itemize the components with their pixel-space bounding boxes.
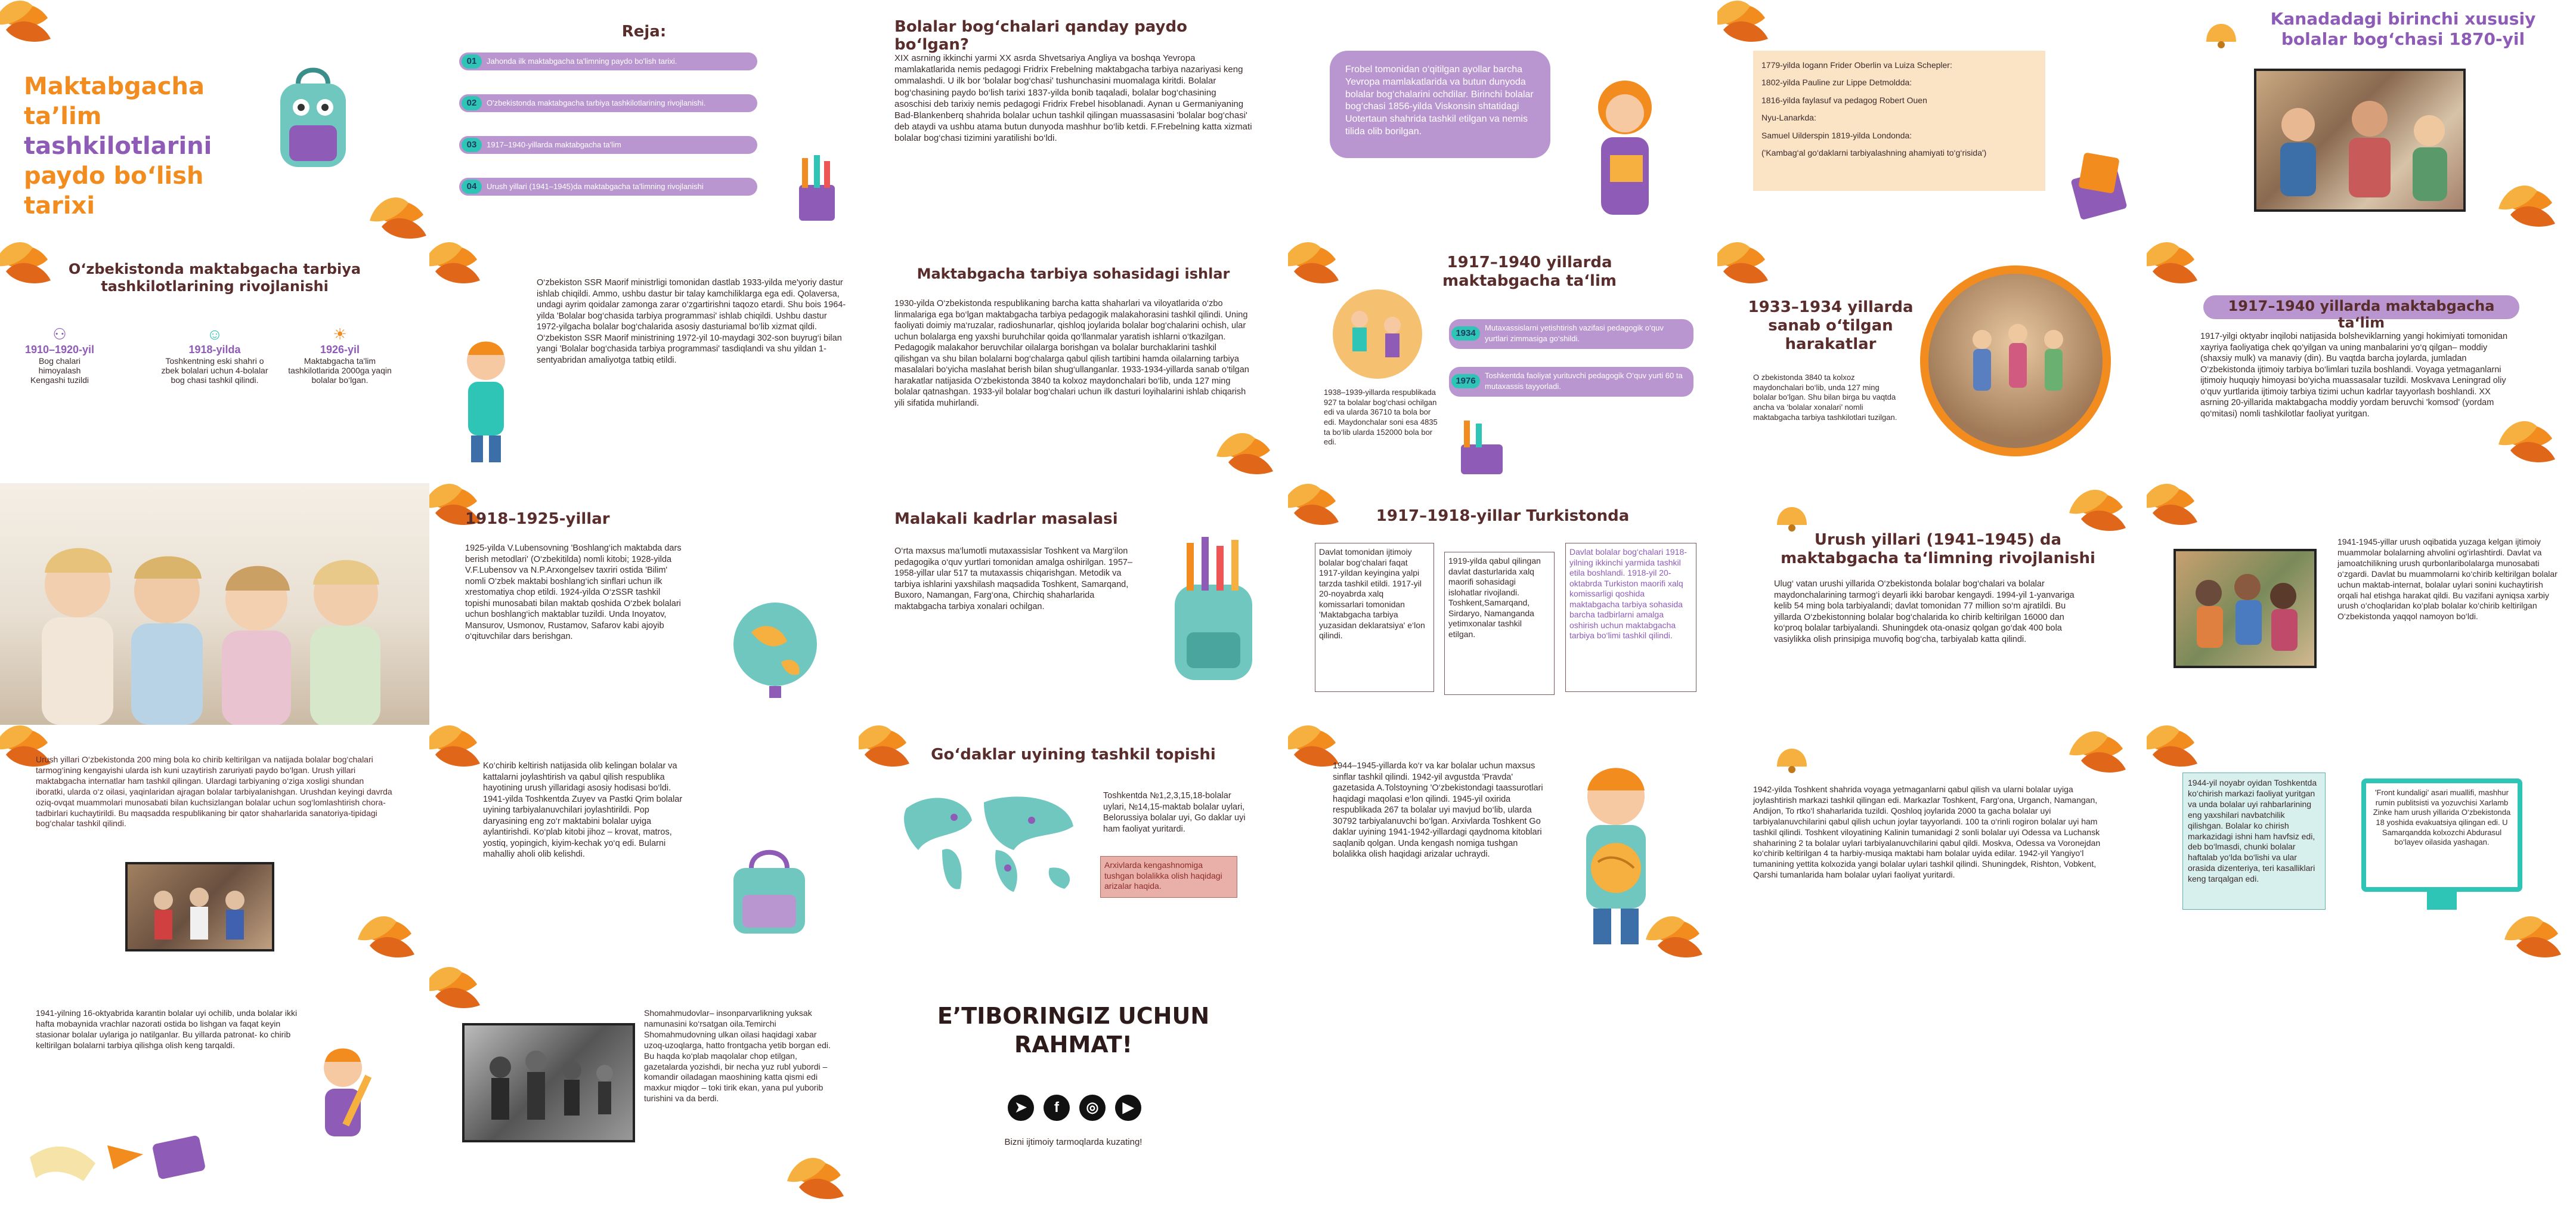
milestone-text: Mutaxassislarni yetishtirish vazifasi pedagogik o‘quv yurtlari zimmasiga go‘shildi. xyxy=(1485,323,1664,343)
slide-body-text: 1938–1939-yillarda respublikada 927 ta bolalar bog‘chasi ochilgan edi va ularda 36710 ta bola bor edi. Maydonchalar soni esa 4835 ta bo‘lib ularda 152000 bola bor edi. xyxy=(1324,388,1438,447)
history-line: Nyu-Lanarkda: xyxy=(1761,113,1816,123)
children-figures xyxy=(128,864,272,949)
title-line: paydo bo‘lish tarixi xyxy=(24,162,204,220)
milestone-text: Toshkentda faoliyat yurituvchi pedagogik O‘quv yurti 60 ta mutaxassis tayyorladi. xyxy=(1485,371,1683,391)
history-line: 1816-yilda faylasuf va pedagog Robert Ouen xyxy=(1761,95,1927,105)
timeline-year: 1918-yilda xyxy=(188,344,241,356)
slide-body-text: O‘zbekiston SSR Maorif ministrligi tomonidan dastlab 1933-yilda me'yoriy dastur ishlab chiqildi. Ammo, ushbu dastur bir talay kamchiliklarga ega edi. Qolaversa, undagi ayrim qoidalar zamonga zarar o‘zgartirishni taqozo etardi. Shu bois 1964-yilda 'Bolalar bog‘chasida tarbiya programmasi' ishlab chiqildi. Ushbu dastur 1972-yilgacha bolalar bog‘chalarida asosiy dasturiamal bo‘lib xizmat qildi. O‘zbekiston SSR Maorif ministrining 1972-yil 10-maydagi 302-son buyrug‘i bilan yangi 'Bolalar bog‘chasida tarbiya programmasi' tasdiqlandi va shu yildan 1-sentyabridan amaliyotga tatbiq etildi. xyxy=(537,278,846,365)
autumn-leaves-decoration xyxy=(1205,415,1288,483)
slide-body-text: Ulug‘ vatan urushi yillarida O‘zbekistonda bolalar bog‘chalari va bolalar maydonchalarining tarmog‘i deyarli ikki barobar kengaydi. 1994-yil 1-yanvariga kelib 54 ming bola tarbiyalandi; davlat tomonidan 77 million so‘m ajratildi. Bu yillarda O‘zbekistonning bolalar bog‘chalarida ko chirib keltirilgan 16000 dan ko‘proq bolalar tarbiyalandi. Shuningdek ota-onasiz qolgan go‘dak 400 bola vasiylikka olish prinsipiga muvofiq bog‘cha, tarbiyalab katta qilindi. xyxy=(1774,579,2075,644)
slide-1917-1940-a xyxy=(1288,242,1717,483)
telegram-icon[interactable]: ➤ xyxy=(1008,1095,1034,1121)
slide-war-years-b xyxy=(2147,483,2576,725)
slide-1944-1945 xyxy=(1288,725,1717,966)
autumn-leaves-decoration xyxy=(0,242,54,283)
note-text: Arxivlarda kengashnomiga tushgan bolalikka olish haqidagi arizalar haqida. xyxy=(1104,860,1222,891)
slide-body-text: 1942-yilda Toshkent shahrida voyaga yetmaganlarni qabul qilish va ularni bolalar uyiga joylashtirish markazi tashkil qilingan edi. Markazlar Toshkent, Farg‘ona, Urganch, Namangan, Andijon, To rtko‘l shaharlarida tuzildi. Qoshloq joylarida 2000 ta gacha bolalar uyi tarbiyalanuvchilarini qabul qilish uchun joylar tayyorlandi. 100 ta o‘rinli rogiron bolalar uyi ham tashkil qilindi. Toshkent viloyatining Kalinin tumanidagi 2 sonli bolalar uyi Odessa va Luchansk shaharining 2 ta bolalar uylari tarbiyalanuvchilarini qabul qildi. Moskva, Odessa va Voronejdan ko‘chirib keltirilgan 4 ta harbiy-musiqa maktabi ham bolalar uyida edilar. 1942-yil Yangiyo‘l tumanining yettita kolxozida yangi bolalar uylari tashkil qilindi. Shuningdek, Rishton, Vobkent, Qarshi tumanlarida ham bolalar uylari faoliyat yuritardi. xyxy=(1753,784,2101,880)
slide-war-years-c xyxy=(0,725,429,966)
slide-origin xyxy=(859,0,1288,242)
footer-text: Bizni ijtimoiy tarmoqlarda kuzating! xyxy=(1004,1137,1143,1147)
pencils-illustration xyxy=(787,155,847,227)
kids-playing-illustration xyxy=(1324,283,1431,385)
quote-text: Frobel tomonidan o‘qitilgan ayollar barcha Yevropa mamlakatlarida va butun dunyoda bolalar bog‘chalarini ochdilar. Birinchi bolalar bog‘chasi 1856-yilda Viskonsin shtatidagi Uotertaun shahrida tashkil etilgan va nemis tilida olib borilgan. xyxy=(1345,64,1534,137)
plan-item xyxy=(459,52,757,70)
info-box: 1919-yilda qabul qilingan davlat dasturlarida xalq maorifi sohasidagi islohatlar rivojlandi. Toshkent,Samarqand, Sirdaryo, Namanganda yetimxonalar tashkil etilgan. xyxy=(1444,552,1555,695)
slide-1918-1925 xyxy=(429,483,859,725)
plan-text: 1917–1940-yillarda maktabgacha ta'lim xyxy=(487,140,621,149)
autumn-leaves-decoration xyxy=(1288,242,1342,283)
slide-tashkent-1942 xyxy=(1717,725,2147,966)
slide-thanks xyxy=(859,966,1288,1208)
slide-heading: Bolalar bog‘chalari qanday paydo bo‘lgan? xyxy=(894,18,1187,54)
slide-blank xyxy=(1717,966,2147,1208)
family-photo xyxy=(462,1023,635,1142)
monitor-frame xyxy=(2361,778,2522,892)
milestone-pill xyxy=(1449,367,1693,397)
slide-heading: 1917–1918-yillar Turkistonda xyxy=(1376,507,1630,525)
slide-plan xyxy=(429,0,859,242)
info-box: Davlat tomonidan ijtimoiy bolalar bog‘chalari faqat 1917-yildan keyingina yalpi tarzda tashkil etildi. 1917-yil 20-noyabrda xalq komissarlari tomonidan 'Maktabgacha tarbiya yuzasidan deklaratsiya' e‘lon qilindi. xyxy=(1315,543,1434,692)
info-text: 'Front kundaligi' asari muallifi, mashhur rumin publitsisti va yozuvchisi Xarlamb Zinke ham urush yillarida O‘zbekistonda 18 yoshida evakuatsiya qilingan edi. U Samarqandda kolxozchi Abdurasul bo‘layev oilasida yashagan. xyxy=(2373,788,2511,847)
plan-item xyxy=(459,94,757,112)
boy-with-pencil-illustration xyxy=(447,331,525,468)
slide-body-text: Toshkentda №1,2,3,15,18-bolalar uylari, №14,15-maktab bolalar uylari, Belorussiya bolalar uyi, Go daklar uyi ham faoliyat yuritardi. xyxy=(1103,791,1246,834)
slide-evacuation xyxy=(429,725,859,966)
quote-bubble xyxy=(1330,51,1550,158)
autumn-leaves-decoration xyxy=(2147,483,2200,525)
autumn-leaves-decoration xyxy=(429,725,483,767)
slide-heading: 1917–1940 yillarda maktabgacha ta‘lim xyxy=(1442,254,1617,291)
history-list-box xyxy=(1753,51,2045,191)
timeline-column xyxy=(24,325,95,385)
slide-quarantine xyxy=(0,966,429,1208)
slide-body-text: Shomahmudovlar– insonparvarlikning yuksak namunasini ko‘rsatgan oila.Temirchi Shomahmudovning ulkan oilasi haqidagi xabar uzoq-uzoqlarga, hatto frontgacha yetib borgan edi. Bu haqda ko‘plab maqolalar chop etilgan, gazetalarda yozishdi, bir necha yuz rubl yubordi – komandir oiladagan maoshining katta qismi edi maxkur miqdor – toki tirik ekan, yana pul yuborib turishini va da berdi. xyxy=(644,1008,831,1104)
slide-frobel xyxy=(1288,0,1717,242)
family-icon: ⚇ xyxy=(52,325,67,343)
slide-body-text: O zbekistonda 3840 ta kolxoz maydonchalari bo‘lib, unda 127 ming bolalar bo‘lgan. Shu bilan birga bu vaqtda ancha va ‘bolalar xonalari’ nomli maktabgacha tarbiya tashkilotlari tuzilgan. xyxy=(1753,373,1897,422)
boy-with-pencil-illustration xyxy=(298,1038,388,1157)
timeline-year: 1926-yil xyxy=(320,344,360,356)
slide-body-text: O‘rta maxsus ma‘lumotli mutaxassislar Toshkent va Marg‘ilon pedagogika o‘quv yurtlari tomonidan amalga oshirilgan. 1957–1958-yillar ular 517 ta mutaxassis chiqarishgan. Metodik va tarbiya ishlarini yaxshilash maqsadida Toshkent, Samarqand, Buxoro, Namangan, Farg‘ona, Chirchiq shaharlarida maktabgacha tarbiya xonalari ochilgan. xyxy=(894,546,1133,611)
slide-heading: 1918–1925-yillar xyxy=(465,510,610,528)
teacher-illustration xyxy=(1574,72,1676,239)
slide-body-text: 1944–1945-yillarda ko‘r va kar bolalar uchun maxsus sinflar tashkil qilindi. 1942-yil avgustda 'Pravda' gazetasida A.Tolstoyning 'O‘zbekistondagi taassurotlari haqidagi maqolasi e‘lon qilindi. 1945-yil oxirida respublikada 267 ta bolalar uyi mavjud bo‘lib, ularda 30792 tarbiyalanuvchi bo‘lgan. Arxivlarda Toshkent Go daklar uyining 1941-1942-yillardagi qaydnoma kitoblari saqlanib qolgan. Unda kengash nomiga tushgan bolalikka olish haqidagi arizalar uchraydi. xyxy=(1333,761,1543,860)
autumn-leaves-decoration xyxy=(1717,0,1771,42)
child-icon: ☺ xyxy=(206,325,223,343)
slide-heading: O‘zbekistonda maktabgacha tarbiya tashkilotlarining rivojlanishi xyxy=(68,261,361,295)
autumn-leaves-decoration xyxy=(2481,397,2576,480)
autumn-leaves-decoration xyxy=(1634,898,1717,966)
autumn-leaves-decoration xyxy=(2051,725,2147,790)
slide-body-text: XIX asrning ikkinchi yarmi XX asrda Shvetsariya Angliya va boshqa Yevropa mamlakatlarida nemis pedagogi Fridrix Frebelning maktabgacha tarbiya nazariyasi keng ommalashdi. U ilk bor 'bolalar bog‘chasi' tushunchasini muomalaga kiritdi. Bolalar bog‘chasining paydo bo‘lish tarixi 1837-yilda bonib taqaladi, bolalar bog‘chasining asoschisi deb tarixiy nemis pedagogi Fridrix Frebel hisoblanadi. Aynan u Germaniyaning Bad-Blankenberq shahrida bolalar uchun tashkil qilingan muassasasini 'bolalar bog‘chasi' deb ataydi va ushbu atama butun dunyoda mashhur bo‘lib ketdi. F.Frebelning katta xizmati bolalar bog‘chasi tizimini yaratilishi bo‘ldi. xyxy=(894,53,1252,144)
history-line: Samuel Uilderspin 1819-yilda Londonda: xyxy=(1761,130,1912,140)
slide-heading: Go‘daklar uyining tashkil topishi xyxy=(931,746,1216,764)
bell-icon xyxy=(1765,725,1819,778)
title-line: bolalar bog‘chasi 1870-yil xyxy=(2281,29,2525,49)
milestone-year: 1934 xyxy=(1451,326,1480,341)
slide-evac-center xyxy=(2147,725,2576,966)
books-illustration xyxy=(2063,137,2141,239)
slide-body-text: 1925-yilda V.Lubensovning 'Boshlang‘ich maktabda dars berish metodlari' (O‘zbekitilda) nomli kitobi; 1928-yilda V.F.Lubensov va N.P.Arxongelsev taxriri ostida 'Bilim' nomli O‘zbek maktabi boshlang‘ich sinflari uchun ilk xrestomatiya chop etildi. 1924-yilda O‘zSSR tashkil topishi munosabati bilan maktab qoshida O‘zbek bolalari uchun boshlang‘ich maktablar tuzildi. Unda Inoyatov, Mansurov, Usmonov, Rustamov, Safarov kabi ajoyib o‘qituvchilar dars berishgan. xyxy=(465,543,682,642)
autumn-leaves-decoration xyxy=(2481,167,2576,239)
slide-blank xyxy=(1288,966,1717,1208)
slide-body-text: 1930-yilda O‘zbekistonda respublikaning barcha katta shaharlari va viloyatlarida o‘zbo linmalariga ega bo‘lgan maktabgacha tarbiya pedagogik malakahorasini tashkil qilindi. Uning faoliyati doimiy ma‘ruzalar, radioshunarlar, qishloq joylarida bolalar bog‘chalarini ochish, ular uchun bolalarga eng yaxshi buruhchilar qoida qo‘llanmalar yaratish ishlarni o‘tkazilgan. Pedagogik malakahor beruvchilar oilalarga borishgan va bolalar burchaklarini tashkil qilishgan va shu bilan bolalarni bog‘chalarga qabul qilish tartibini hamda oilalarning tarbiya masalalari bo‘yicha maslahat berish bilan shug‘ullanganlar. 1933-1934-yillarda sanab o‘tilgan harakatlar natijasida O‘zbekistonda 3840 ta kolxoz maydonchalari bo‘lib, unda 127 ming bolalar qatnashgan. 1933-yil bolalar bog‘chalari uchun ilk dasturi loyihalarini ishlab chiqarish yili sifatida muhirlandi. xyxy=(894,299,1249,408)
classroom-photo xyxy=(2254,69,2466,212)
slide-work-in-field xyxy=(859,242,1288,483)
history-line: ('Kambag‘al go‘daklarni tarbiyalashning ahamiyati to‘g‘risida') xyxy=(1761,147,1987,157)
children-figures xyxy=(0,483,429,725)
slide-ssr-program xyxy=(429,242,859,483)
slide-body-text: Ko‘chirib keltirish natijasida olib kelingan bolalar va kattalarni joylashtirish va qabul qilish respublika hayotining urush yillaridagi asosiy hodisasi bo‘ldi. 1941-yilda Toshkentda Zuyev va Pastki Qrim bolalar uyining tarbiyalanuvchilari joylashtirildi. Pop daryasining eng zo‘r maktabini bolalar uyiga aylantirishdi. Ko‘plab kitobi jihoz – krovat, matros, yostiq, yopingich, kiyim-kechak yo‘q edi. Bularni mahalliy aholi olib kelishdi. xyxy=(483,761,683,860)
info-box xyxy=(2182,773,2326,910)
youtube-icon[interactable]: ▶ xyxy=(1115,1095,1141,1121)
slide-heading xyxy=(2242,9,2564,49)
slide-shomahmudov xyxy=(429,966,859,1208)
children-figures xyxy=(1928,274,2103,448)
timeline-column xyxy=(161,325,268,385)
slide-1933-1934 xyxy=(1717,242,2147,483)
timeline-text: Bog chalari himoyalash Kengashi tuzildi xyxy=(30,356,89,385)
plan-title: Reja: xyxy=(621,23,667,41)
slide-kids-photo xyxy=(0,483,429,725)
info-box: Davlat bolalar bog‘chalari 1918-yilning ikkinchi yarmida tashkil etila boshlandi. 1918-yil 20-oktabrda Turkiston maorifi xalq komissarligi qoshida maktabgacha tarbiya sohasida barcha tadbirlarni amalga oshirish uchun maktabgacha tarbiya bo‘limi tashkil qilindi. xyxy=(1565,543,1696,692)
autumn-leaves-decoration xyxy=(0,0,54,42)
autumn-leaves-decoration xyxy=(2051,483,2147,549)
slide-blank xyxy=(2147,966,2576,1208)
autumn-leaves-decoration xyxy=(775,1145,859,1208)
thanks-title xyxy=(918,1002,1228,1059)
kids-group-photo xyxy=(0,483,429,725)
slide-war-years-a xyxy=(1717,483,2147,725)
slide-canada xyxy=(2147,0,2576,242)
slide-1917-1940-b xyxy=(2147,242,2576,483)
slide-heading: Maktabgacha tarbiya sohasidagi ishlar xyxy=(917,265,1230,282)
slide-heading: 1933–1934 yillarda sanab o‘tilgan harakatlar xyxy=(1748,298,1914,354)
note-box xyxy=(1100,856,1237,898)
slide-infants-home xyxy=(859,725,1288,966)
slide-title xyxy=(0,0,429,242)
autumn-leaves-decoration xyxy=(429,242,483,283)
plan-number: 03 xyxy=(462,138,482,152)
plan-number: 01 xyxy=(462,54,482,69)
info-text: 1944-yil noyabr oyidan Toshkentda ko‘chirish markazi faoliyat yuritgan va unda bolalar uyi rahbarlarining eng yaxshilari navbatchilik qilishgan. Bolalar ko chirish markazidagi ishni ham havfsiz edi, deb bo‘lmasdi, chunki bolalar haftalab yo‘lda bo‘lishi va ular orasida dizenteriya, teri kasalliklari keng tarqalgan edi. xyxy=(2188,778,2317,884)
autumn-leaves-decoration xyxy=(370,191,429,242)
monitor-stand xyxy=(2427,892,2457,910)
title-line: tashkilotlarini xyxy=(24,132,212,160)
plan-text: Jahonda ilk maktabgacha ta'limning paydo bo'lish tarixi. xyxy=(487,57,677,66)
heading-pill xyxy=(2203,295,2519,331)
children-figures xyxy=(2256,71,2466,212)
instagram-icon[interactable]: ◎ xyxy=(1079,1095,1106,1121)
plan-item xyxy=(459,178,757,196)
autumn-leaves-decoration xyxy=(2493,904,2576,966)
world-map-illustration xyxy=(894,784,1085,904)
slide-body-text: 1917-yilgi oktyabr inqilobi natijasida bolsheviklarning yangi hokimiyati tomonidan xayriya faoliyatiga chek qo‘yilgan va uning manbalarini yo‘q qilgan– moddiy (shaxsiy mulk) va manaviy (din). Bu vaqtda barcha joylarda, jumladan O‘zbekistonda ijtimoiy tarbiya bo‘limlari tuzila boshlandi. Voyaga yetmaganlarni ijtimoiy huquqiy himoyasi bo‘yicha muassasalar tuzildi. Moskvava Leningrad oliy o‘quv yurtlarida ijtimoiy tarbiya tizimi uchun kadrlar tayyorlash boshlandi. XX asrning 20-yillarida maktabgacha moddiy yordam beruvchi 'komsod' (yordam qo‘mitasi) nomli tashkilotlar faoliyat yuritgan. xyxy=(2200,332,2508,419)
pencils-illustration xyxy=(1449,421,1521,480)
history-line: 1802-yilda Pauline zur Lippe Detmoldda: xyxy=(1761,78,1912,88)
timeline-text: Toshkentning eski shahri o zbek bolalari uchun 4-bolalar bog chasi tashkil qilindi. xyxy=(161,356,268,385)
plan-text: O'zbekistonda maktabgacha tarbiya tashkilotlarining rivojlanishi. xyxy=(487,98,706,107)
autumn-leaves-decoration xyxy=(2147,242,2200,283)
slide-body-text: 1941-1945-yillar urush oqibatida yuzaga kelgan ijtimoiy muammolar bolalarning ahvolini og‘irlashtirdi. Davlat va jamoatchilikning urush qurbonlaribolalarga munosabati o‘zgardi. Davlat bu muammolarni ko‘chirib keltirilgan bolalar uchun maktab-internat, bolalar uylari sonini kuchaytirish orqali hal etishga harakat qildi. Bu vazifani ayniqsa xarbiy urush o‘choqlaridan ko‘plab bolalar ko‘chirib keltirilgan O‘zbekistonda yaqqol namoyon bo‘ldi. xyxy=(2337,537,2558,622)
bell-icon xyxy=(1765,483,1819,537)
dancing-children-photo xyxy=(1920,265,2111,456)
family-figures xyxy=(465,1025,633,1140)
books-illustration xyxy=(18,1098,215,1193)
milestone-year: 1976 xyxy=(1451,374,1480,388)
archive-photo xyxy=(125,862,274,951)
slide-body-text: Urush yillari O‘zbekistonda 200 ming bola ko chirib keltirilgan va natijada bolalar bog‘chalari tarmog‘ining kengayishi ularda ish kuni uzaytirish zaruriyati paydo bo‘lgan. Urush yillari maktabgacha internatlar ham tashkil qilingan. Ulardagi tarbiyaning o‘ziga xosligi shundan iboratki, ularda o‘z oilasi, yaqinlaridan ajragan bolalar tarbiyalanishgan. Urushdan keyingi davrda oziq-ovqat muammolari munosabati bilan kuchsizlangan bolalar uchun sog‘lomlashtirish chora-tadbirlari kuchaytirildi. Bu maqsadda respublikaning bir qator shaharlarida sanatoriya-tipidagi bog‘chalar tashkil qilindi. xyxy=(36,755,392,829)
plan-text: Urush yillari (1941–1945)da maktabgacha ta'limning rivojlanishi xyxy=(487,182,704,191)
slide-heading: Urush yillari (1941–1945) da maktabgacha ta‘limning rivojlanishi xyxy=(1781,531,2095,568)
plan-number: 02 xyxy=(462,96,482,110)
title-line: E’TIBORINGIZ UCHUN xyxy=(937,1003,1210,1029)
milestone-pill xyxy=(1449,319,1693,349)
slide-history-list xyxy=(1717,0,2147,242)
slide-body-text: 1941-yilning 16-oktyabrida karantin bolalar uyi ochilib, unda bolalar ikki hafta mobaynida vrachlar nazorati ostida bo lishgan va faqat keyin stasionar bolalar uylariga jo natilganlar. Bu yillarda patronat- ko chirib keltirilgan bolalarni tarbiya qilishga olish keng tarqaldi. xyxy=(36,1008,298,1050)
globe-illustration xyxy=(716,585,835,704)
timeline-column xyxy=(286,325,394,385)
autumn-leaves-decoration xyxy=(429,966,483,1008)
bell-icon xyxy=(2194,0,2248,54)
history-line: 1779-yilda Iogann Frider Oberlin va Luiza Schepler: xyxy=(1761,60,1952,70)
slide-heading: Malakali kadrlar masalasi xyxy=(894,510,1118,528)
slide-uzbekistan-development xyxy=(0,242,429,483)
children-figures xyxy=(2176,551,2314,666)
slide-qualified-staff xyxy=(859,483,1288,725)
slide-heading: 1917–1940 yillarda maktabgacha ta‘lim xyxy=(2228,298,2495,331)
plan-number: 04 xyxy=(462,180,482,194)
backpack-illustration xyxy=(262,60,364,179)
autumn-leaves-decoration xyxy=(2147,725,2200,767)
slide-turkestan xyxy=(1288,483,1717,725)
autumn-leaves-decoration xyxy=(340,904,429,966)
timeline-year: 1910–1920-yil xyxy=(24,344,95,356)
main-title xyxy=(24,72,250,221)
title-line: Kanadadagi birinchi xususiy xyxy=(2270,9,2536,29)
children-reading-photo xyxy=(2174,549,2317,668)
bag-illustration xyxy=(710,838,829,951)
autumn-leaves-decoration xyxy=(859,725,912,767)
title-line: Maktabgacha ta’lim xyxy=(24,73,205,130)
timeline-text: Maktabgacha ta'lim tashkilotlarida 2000ga yaqin bolalar bo‘lgan. xyxy=(288,356,392,385)
facebook-icon[interactable]: f xyxy=(1044,1095,1070,1121)
title-line: RAHMAT! xyxy=(1014,1031,1132,1058)
plan-item xyxy=(459,136,757,154)
backpack-illustration xyxy=(1145,537,1276,692)
sun-icon: ☀ xyxy=(333,325,347,343)
autumn-leaves-decoration xyxy=(1717,242,1771,283)
